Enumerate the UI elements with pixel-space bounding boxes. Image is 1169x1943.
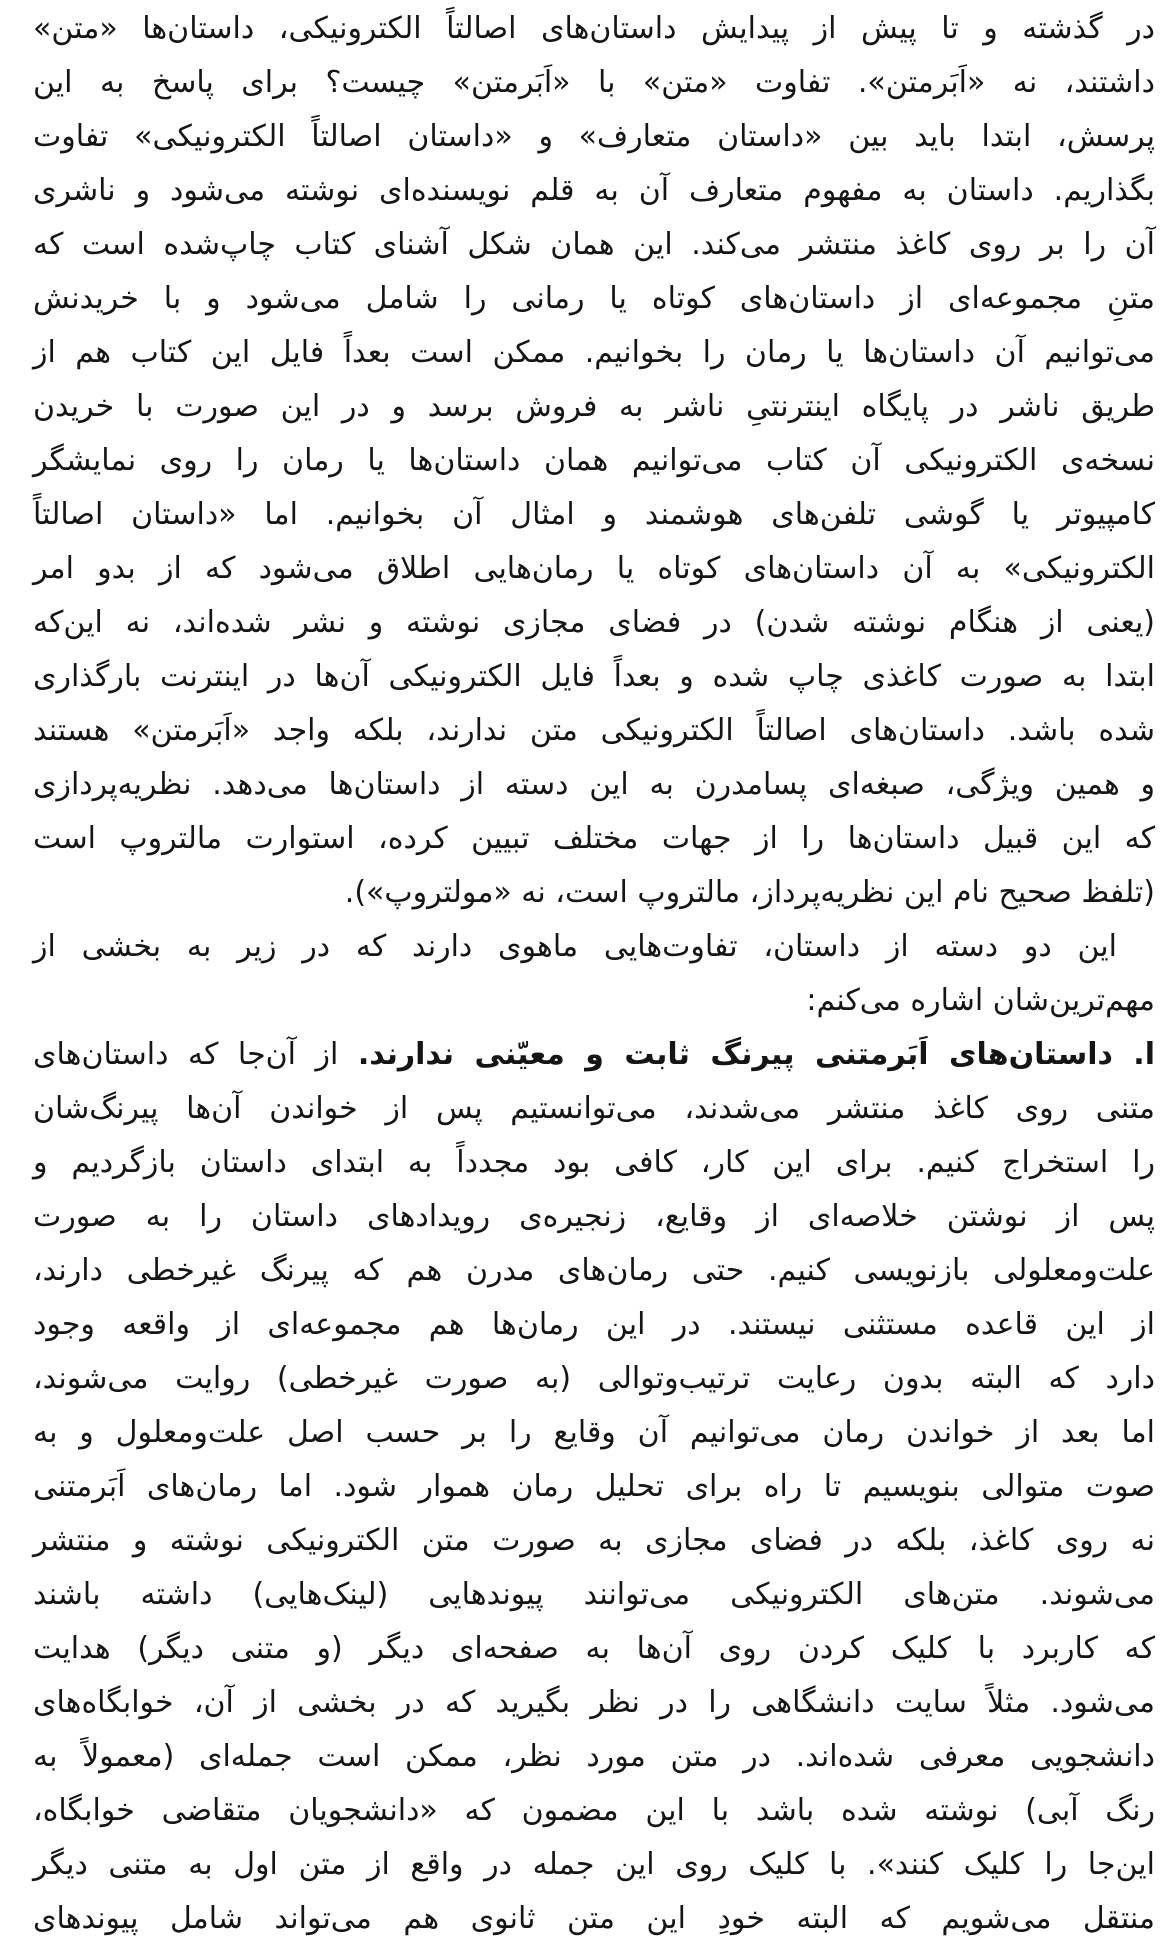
text-line: اما بعد از خواندن رمان می‌توانیم آن وقایع را بر حسب اصل علت‌ومعلول و به (33, 1415, 1155, 1450)
text-line: متنِ مجموعه‌ای از داستان‌های کوتاه یا رمانی را شامل می‌شود و با خریدنش (33, 281, 1155, 316)
text-line: دارد که البته بدون رعایت ترتیب‌وتوالی (به صورت غیرخطی) روایت می‌شوند، (33, 1361, 1155, 1396)
item1-heading-line (33, 1028, 1155, 1082)
text-line: پس از نوشتن خلاصه‌ای از وقایع، زنجیره‌ی رویدادهای داستان را به صورت (33, 1199, 1155, 1234)
text-line: آن را بر روی کاغذ منتشر می‌کند. این همان شکل آشنای کتاب چاپ‌شده است که (33, 227, 1155, 262)
paragraph-item1 (33, 1028, 1155, 1943)
text-line: رنگ آبی) نوشته شده باشد با این مضمون که «دانشجویان متقاضی خوابگاه، (33, 1793, 1155, 1828)
text-line: مهم‌ترین‌شان اشاره می‌کنم: (806, 983, 1155, 1018)
text-line: (تلفظ صحیح نام این نظریه‌پرداز، مالتروپ است، نه «مولتروپ»). (344, 875, 1155, 910)
text-line: که کاربرد با کلیک کردن روی آن‌ها به صفحه‌ای دیگر (و متنی دیگر) هدایت (33, 1631, 1155, 1666)
text-line: را استخراج کنیم. برای این کار، کافی بود مجدداً به ابتدای داستان بازگردیم و (33, 1145, 1155, 1180)
paragraph-intro (33, 2, 1155, 920)
text-line: بگذاریم. داستان به مفهوم متعارف آن به قلم نویسنده‌ای نوشته می‌شود و ناشری (33, 173, 1155, 208)
text-line: طریق ناشر در پایگاه اینترنتیِ ناشر به فروش برسد و در این صورت با خریدن (33, 389, 1155, 424)
item1-heading: ا. داستان‌های اَبَرمتنی پیرنگ ثابت و معیّنی ندارند. (357, 1037, 1155, 1072)
text-line: صوت متوالی بنویسیم تا راه برای تحلیل رمان هموار شود. اما رمان‌های اَبَرمتنی (33, 1469, 1155, 1504)
text-line: می‌شود. مثلاً سایت دانشگاهی را در نظر بگیرید که در بخشی از آن، خوابگاه‌های (33, 1685, 1155, 1720)
text-line: علت‌ومعلولی بازنویسی کنیم. حتی رمان‌های مدرن هم که پیرنگ غیرخطی دارند، (33, 1253, 1155, 1288)
text-line: که این قبیل داستان‌ها را از جهات مختلف تبیین کرده، استوارت مالتروپ است (33, 821, 1155, 856)
text-line: متنی روی کاغذ منتشر می‌شدند، می‌توانستیم پس از خواندن آن‌ها پیرنگ‌شان (33, 1091, 1155, 1126)
text-line: الکترونیکی» به آن داستان‌های کوتاه یا رمان‌هایی اطلاق می‌شود که از بدو امر (33, 551, 1155, 586)
text-line: ابتدا به صورت کاغذی چاپ شده و بعداً فایل الکترونیکی آن‌ها در اینترنت بارگذاری (33, 659, 1155, 694)
text-line: منتقل می‌شویم که البته خودِ این متن ثانوی هم می‌تواند شامل پیوندهای (33, 1901, 1155, 1936)
text-line: نه روی کاغذ، بلکه در فضای مجازی به صورت متن الکترونیکی نوشته و منتشر (33, 1523, 1155, 1558)
text-line: (یعنی از هنگام نوشته شدن) در فضای مجازی نوشته و نشر شده‌اند، نه این‌که (33, 605, 1155, 640)
paragraph-transition (33, 920, 1155, 1028)
text-line: در گذشته و تا پیش از پیدایش داستان‌های اصالتاً الکترونیکی، داستان‌ها «متن» (33, 11, 1155, 46)
text-line: می‌توانیم آن داستان‌ها یا رمان را بخوانیم. ممکن است بعداً فایل این کتاب هم از (33, 335, 1155, 370)
text-line: می‌شوند. متن‌های الکترونیکی می‌توانند پیوندهایی (لینک‌هایی) داشته باشند (33, 1577, 1155, 1612)
text-line: نسخه‌ی الکترونیکی آن کتاب می‌توانیم همان داستان‌ها یا رمان را روی نمایشگر (33, 443, 1155, 478)
text-line: داشتند، نه «اَبَرمتن». تفاوت «متن» با «اَبَرمتن» چیست؟ برای پاسخ به این (33, 65, 1155, 100)
item1-heading-continuation: از آن‌جا که داستان‌های (33, 1037, 339, 1072)
text-line: این‌جا را کلیک کنند». با کلیک روی این جمله در واقع از متن اول به متنی دیگر (33, 1847, 1155, 1882)
text-line: از این قاعده مستثنی نیستند. در این رمان‌ها هم مجموعه‌ای از واقعه وجود (33, 1307, 1155, 1342)
text-line: پرسش، ابتدا باید بین «داستان متعارف» و «داستان اصالتاً الکترونیکی» تفاوت (33, 119, 1155, 154)
text-line: این دو دسته از داستان، تفاوت‌هایی ماهوی دارند که در زیر به بخشی از (33, 929, 1117, 964)
text-line: و همین ویژگی، صبغه‌ای پسامدرن به این دسته از داستان‌ها می‌دهد. نظریه‌پردازی (33, 767, 1155, 802)
text-line: شده باشد. داستان‌های اصالتاً الکترونیکی متن ندارند، بلکه واجد «اَبَرمتن» هستند (33, 713, 1155, 748)
text-line: دانشجویی معرفی شده‌اند. در متن مورد نظر، ممکن است جمله‌ای (معمولاً به (33, 1739, 1155, 1774)
text-line: کامپیوتر یا گوشی تلفن‌های هوشمند و امثال آن بخوانیم. اما «داستان اصالتاً (33, 497, 1155, 532)
